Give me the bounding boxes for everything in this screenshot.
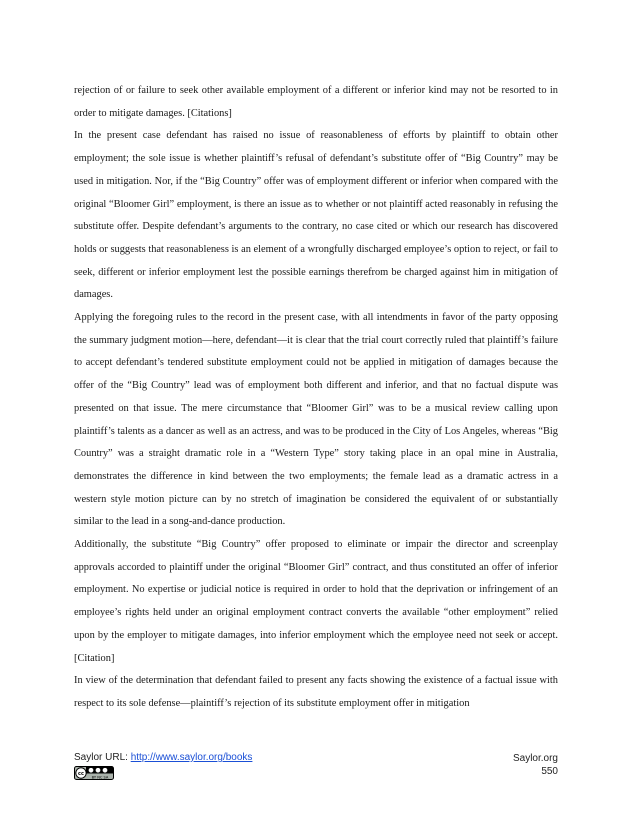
document-body	[74, 80, 558, 716]
svg-text:cc: cc	[78, 771, 84, 777]
license-text: BY NC SA	[91, 775, 109, 780]
paragraph: In the present case defendant has raised no issue of reasonableness of efforts by plaintiff to obtain other employment; the sole issue is whether plaintiff’s refusal of defendant’s substitute offer of “Big Country” may be used in mitigation. Nor, if the “Big Country” offer was of employment different or inferior when compared with the original “Bloomer Girl” employment, is there an issue as to whether or not plaintiff acted reasonably in refusing the substitute offer. Despite defendant’s arguments to the contrary, no case cited or which our research has discovered holds or suggests that reasonableness is an element of a wrongfully discharged employee’s option to reject, or fail to seek, different or inferior employment lest the possible earnings therefrom be charged against him in mitigation of damages.	[74, 130, 558, 301]
source-link[interactable]: http://www.saylor.org/books	[130, 752, 253, 763]
creative-commons-by-nc-sa-icon	[74, 766, 114, 780]
page-number: 550	[541, 766, 558, 777]
paragraph: rejection of or failure to seek other available employment of a different or inferior kind may not be resorted to in order to mitigate damages. [Citations]	[74, 85, 558, 119]
paragraph: In view of the determination that defendant failed to present any facts showing the existence of a factual issue with respect to its sole defense—plaintiff’s rejection of its substitute employment offer in mitigation	[74, 675, 558, 709]
paragraph: Applying the foregoing rules to the record in the present case, with all intendments in favor of the party opposing the summary judgment motion—here, defendant—it is clear that the trial court correctly ruled that plaintiff’s failure to accept defendant’s tendered substitute employment could not be applied in mitigation of damages because the offer of the “Big Country” lead was of employment both different and inferior, and that no factual dispute was presented on that issue. The mere circumstance that “Bloomer Girl” was to be a musical review calling upon plaintiff’s talents as a dancer as well as an actress, and was to be produced in the City of Los Angeles, whereas “Big Country” was a straight dramatic role in a “Western Type” story taking place in an opal mine in Australia, demonstrates the difference in kind between the two employments; the female lead as a dramatic actress in a western style motion picture can by no stretch of imagination be considered the equivalent of or substantially similar to the lead in a song-and-dance production.	[74, 312, 558, 528]
source-label: Saylor URL:	[74, 752, 131, 763]
paragraph: Additionally, the substitute “Big Country” offer proposed to eliminate or impair the director and screenplay approvals accorded to plaintiff under the original “Bloomer Girl” contract, and thus constituted an offer of inferior employment. No expertise or judicial notice is required in order to hold that the deprivation or infringement of an employee’s rights held under an original employment contract converts the available “other employment” relied upon by the employer to mitigate damages, into inferior employment which the employee need not seek or accept. [Citation]	[74, 539, 558, 664]
footer-page-info	[513, 752, 558, 778]
footer-source	[74, 752, 252, 763]
site-name: Saylor.org	[512, 753, 558, 764]
